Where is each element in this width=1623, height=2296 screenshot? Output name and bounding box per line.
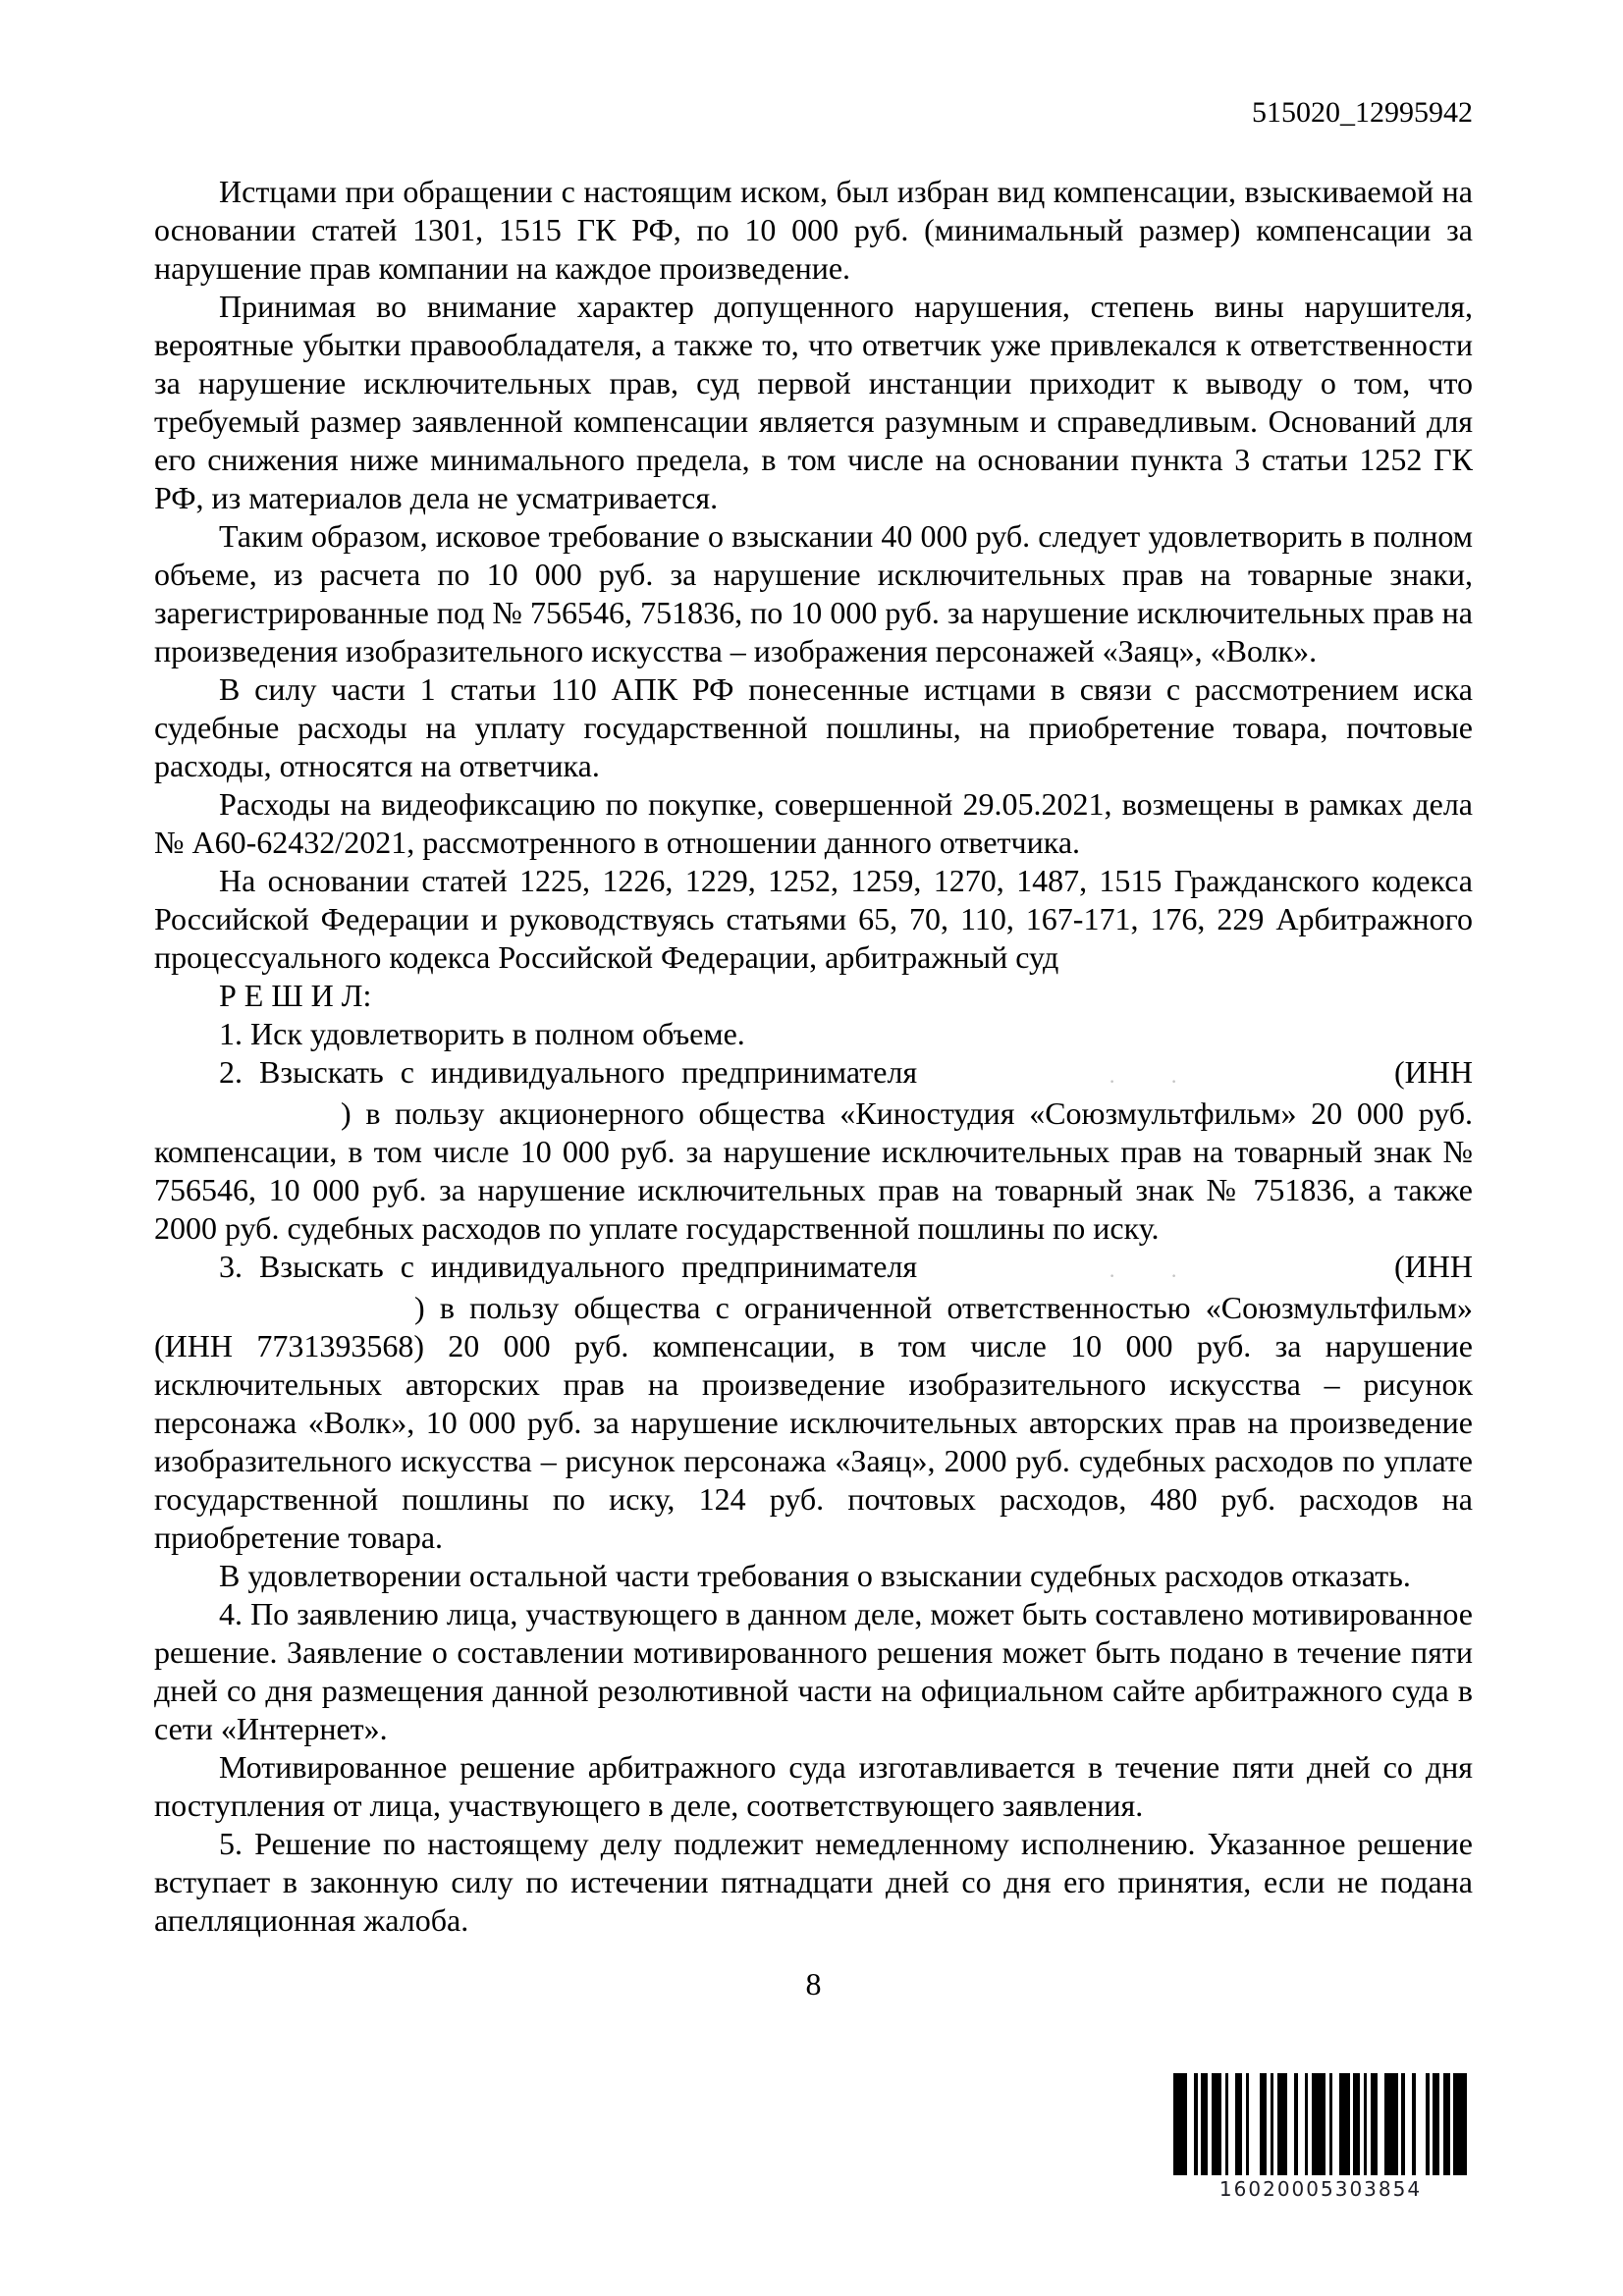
barcode-bar: [1433, 2073, 1439, 2175]
resolution-item-1: 1. Иск удовлетворить в полном объеме.: [219, 1016, 745, 1051]
barcode-bar: [1453, 2073, 1467, 2175]
barcode-space: [1249, 2073, 1260, 2175]
resolution-item-2-lead: 2. Взыскать с индивидуального предпринимателя: [219, 1054, 918, 1090]
paragraph-video-costs: Расходы на видеофиксацию по покупке, совершенной 29.05.2021, возмещены в рамках дела № А60-62432/2021, рассмотренного в отношении данного ответчика.: [154, 786, 1473, 860]
barcode-space: [1332, 2073, 1339, 2175]
barcode-space: [1405, 2073, 1412, 2175]
barcode-bar: [1353, 2073, 1360, 2175]
barcode-bar: [1212, 2073, 1222, 2175]
resolution-item-4-note: Мотивированное решение арбитражного суда изготавливается в течение пяти дней со дня поступления от лица, участвующего в деле, соответствующего заявления.: [154, 1749, 1473, 1823]
barcode-space: [1287, 2073, 1294, 2175]
page-number: 8: [805, 1966, 822, 2002]
barcode-bar: [1312, 2073, 1325, 2175]
resolution-item-4: 4. По заявлению лица, участвующего в данном деле, может быть составлено мотивированное решение. Заявление о составлении мотивированного решения может быть подано в течение пяти дней со дня размещения данной резолютивной части на официальном сайте арбитражного суда в сети «Интернет».: [154, 1596, 1473, 1746]
barcode-bar: [1443, 2073, 1450, 2175]
paragraph-legal-basis: На основании статей 1225, 1226, 1229, 1252, 1259, 1270, 1487, 1515 Гражданского кодекса Российской Федерации и руководствуясь статьями 65, 70, 110, 167-171, 176, 229 Арбитражного процессуального кодекса Российской Федерации, арбитражный суд: [154, 863, 1473, 975]
resolution-item-2: [154, 1053, 1473, 1248]
barcode-space: [1187, 2073, 1194, 2175]
barcode-bars: [1173, 2073, 1468, 2175]
barcode-bar: [1260, 2073, 1267, 2175]
resolution-item-3-lead: 3. Взыскать с индивидуального предпринимателя: [219, 1249, 918, 1284]
resolution-item-3-inn-open: (ИНН: [1394, 1249, 1473, 1284]
barcode-space: [1378, 2073, 1384, 2175]
barcode-number: 16020005303854: [1218, 2177, 1423, 2201]
barcode-bar: [1201, 2073, 1208, 2175]
barcode-bar: [1339, 2073, 1350, 2175]
resolution-item-2-first-line: [154, 1053, 1473, 1095]
paragraph-liability-assessment: Принимая во внимание характер допущенного нарушения, степень вины нарушителя, вероятные убытки правообладателя, а также то, что ответчик уже привлекался к ответственности за нарушение исключительных прав, суд первой инстанции приходит к выводу о том, что требуемый размер заявленной компенсации является разумным и справедливым. Оснований для его снижения ниже минимального предела, в том числе на основании пункта 3 статьи 1252 ГК РФ, из материалов дела не усматривается.: [154, 289, 1473, 515]
barcode-bar: [1235, 2073, 1242, 2175]
barcode-bar: [1384, 2073, 1398, 2175]
resolution-item-3-first-line: [154, 1248, 1473, 1289]
resolution-item-2-inn-open: (ИНН: [1394, 1054, 1473, 1090]
document-reference-number: 515020_12995942: [1252, 96, 1473, 129]
resolution-heading: Р Е Ш И Л:: [219, 978, 372, 1013]
resolution-item-3-continuation: ) в пользу общества с ограниченной ответственностью «Союзмультфильм» (ИНН 7731393568) 20 000 руб. компенсации, в том числе 10 000 руб. за нарушение исключительных авторских прав на произведение изобразительного искусства – рисунок персонажа «Волк», 10 000 руб. за нарушение исключительных авторских прав на произведение изобразительного искусства – рисунок персонажа «Заяц», 2000 руб. судебных расходов по уплате государственной пошлины по иску, 124 руб. почтовых расходов, 480 руб. расходов на приобретение товара.: [154, 1290, 1473, 1555]
paragraph-claim-satisfaction: Таким образом, исковое требование о взыскании 40 000 руб. следует удовлетворить в полном объеме, из расчета по 10 000 руб. за нарушение исключительных прав на товарные знаки, зарегистрированные под № 756546, 751836, по 10 000 руб. за нарушение исключительных прав на произведения изобразительного искусства – изображения персонажей «Заяц», «Волк».: [154, 518, 1473, 668]
paragraph-costs-allocation: В силу части 1 статьи 110 АПК РФ понесенные истцами в связи с рассмотрением иска судебные расходы на уплату государственной пошлины, на приобретение товара, почтовые расходы, относятся на ответчика.: [154, 671, 1473, 783]
barcode-space: [1228, 2073, 1235, 2175]
barcode-bar: [1173, 2073, 1187, 2175]
barcode-space: [1298, 2073, 1305, 2175]
redaction-artifact: [1109, 1251, 1203, 1289]
barcode-space: [1416, 2073, 1427, 2175]
barcode-bar: [1371, 2073, 1378, 2175]
barcode-block: [1173, 2073, 1468, 2201]
resolution-item-2-continuation: ) в пользу акционерного общества «Киностудия «Союзмультфильм» 20 000 руб. компенсации, в том числе 10 000 руб. за нарушение исключительных прав на товарный знак № 756546, 10 000 руб. за нарушение исключительных прав на товарный знак № 751836, а также 2000 руб. судебных расходов по уплате государственной пошлины по иску.: [154, 1095, 1473, 1246]
resolution-item-3: [154, 1248, 1473, 1557]
paragraph-compensation-choice: Истцами при обращении с настоящим иском, был избран вид компенсации, взыскиваемой на основании статей 1301, 1515 ГК РФ, по 10 000 руб. (минимальный размер) компенсации за нарушение прав компании на каждое произведение.: [154, 174, 1473, 286]
redaction-artifact: [1109, 1056, 1203, 1095]
decision-body: [154, 173, 1473, 2003]
resolution-item-5: 5. Решение по настоящему делу подлежит немедленному исполнению. Указанное решение вступает в законную силу по истечении пятнадцати дней со дня его принятия, если не подана апелляционная жалоба.: [154, 1826, 1473, 1938]
barcode-bar: [1277, 2073, 1288, 2175]
resolution-item-3-refusal: В удовлетворении остальной части требования о взыскании судебных расходов отказать.: [219, 1558, 1411, 1593]
